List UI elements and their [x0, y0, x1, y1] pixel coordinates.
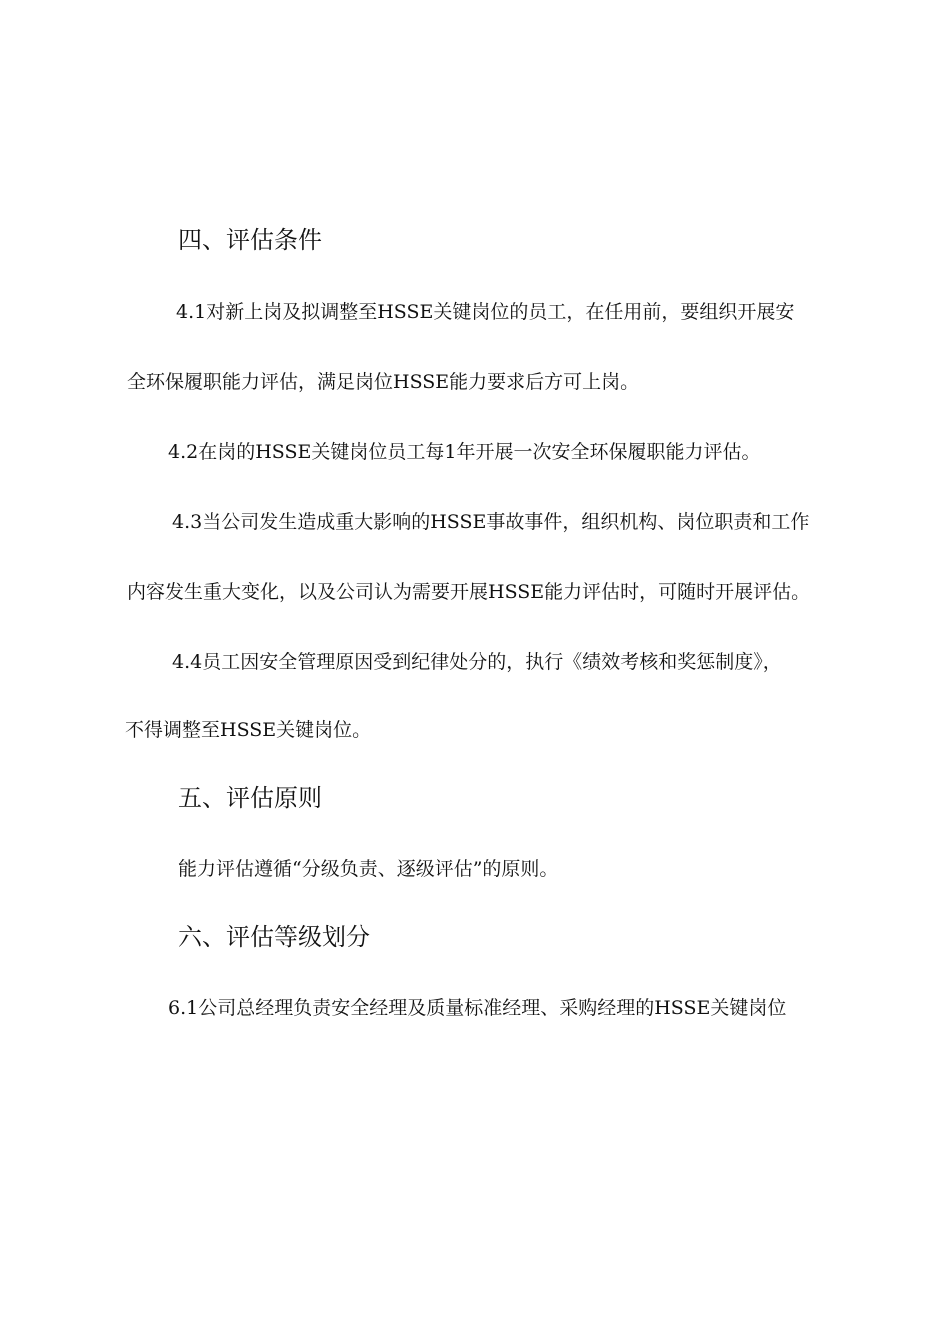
paragraph-6-1-line-1: 6.1公司总经理负责安全经理及质量标准经理、采购经理的HSSE关键岗位: [168, 997, 787, 1019]
paragraph-4-1-line-1: 4.1对新上岗及拟调整至HSSE关键岗位的员工，在任用前，要组织开展安: [176, 301, 795, 323]
paragraph-4-1-line-2: 全环保履职能力评估，满足岗位HSSE能力要求后方可上岗。: [127, 371, 640, 393]
paragraph-4-3-line-1: 4.3当公司发生造成重大影响的HSSE事故事件，组织机构、岗位职责和工作: [172, 511, 810, 533]
paragraph-4-4-line-1: 4.4员工因安全管理原因受到纪律处分的，执行《绩效考核和奖惩制度》，: [172, 651, 782, 673]
section-4-heading: 四、评估条件: [178, 226, 322, 254]
section-6-heading: 六、评估等级划分: [178, 923, 370, 951]
section-5-heading: 五、评估原则: [178, 784, 322, 812]
paragraph-4-2-line-1: 4.2在岗的HSSE关键岗位员工每1年开展一次安全环保履职能力评估。: [168, 441, 761, 463]
paragraph-4-4-line-2: 不得调整至HSSE关键岗位。: [125, 719, 372, 741]
paragraph-4-3-line-2: 内容发生重大变化，以及公司认为需要开展HSSE能力评估时，可随时开展评估。: [127, 581, 811, 603]
paragraph-5-1: 能力评估遵循“分级负责、逐级评估”的原则。: [178, 858, 559, 880]
